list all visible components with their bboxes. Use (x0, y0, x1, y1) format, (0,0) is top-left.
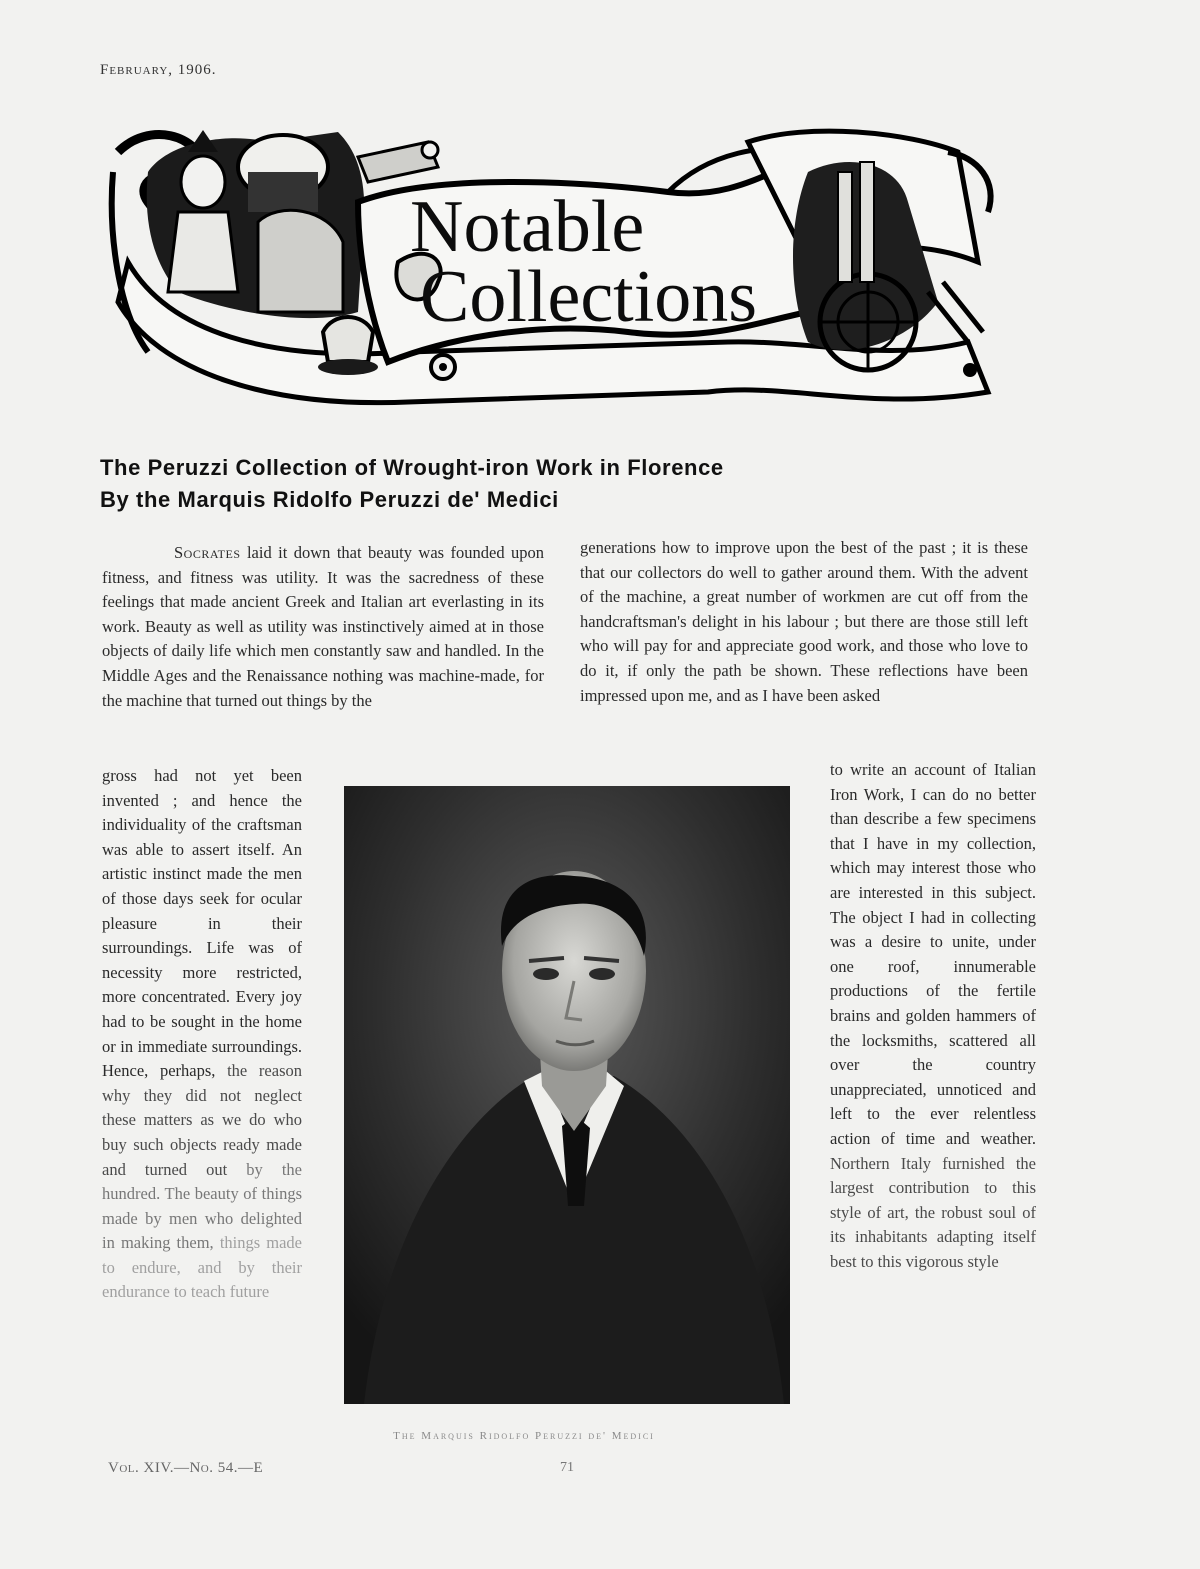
body-right-column-top (580, 536, 1028, 708)
body-left-column-top (102, 541, 544, 713)
body-paragraph (830, 758, 1036, 1274)
running-head: February, 1906. (100, 62, 217, 78)
article-title: The Peruzzi Collection of Wrought-iron Work in Florence (100, 455, 724, 480)
body-text: the reason why they did not neglect these matters as we do who buy such objects ready made and turned out (102, 1061, 302, 1179)
body-paragraph: generations how to improve upon the best of the past ; it is these that our collectors do well to gather around them. With the advent of the machine, a great number of workmen are cut off from the handcraftsman's delight in his labour ; but there are those still left who will pay for and appreciate good work, and those who love to do it, if only the path be shown. These reflections have been impressed upon me, and as I have been asked (580, 538, 1028, 705)
article-byline: By the Marquis Ridolfo Peruzzi de' Medici (100, 487, 559, 512)
volume-footer: Vol. XIV.—No. 54.—E (108, 1460, 264, 1476)
body-text: things made to endure, and by their endurance to teach future (102, 1233, 303, 1302)
article-headline (100, 452, 1000, 516)
photo-caption: The Marquis Ridolfo Peruzzi de' Medici (393, 1430, 655, 1442)
page-number: 71 (560, 1460, 574, 1475)
body-text: gross had not yet been invented ; and hence the individuality of the craftsman was able to assert itself. An artistic instinct made the men of those days seek for ocular pleasure in their surroundings. Life was of necessity more restricted, more concentrated. Every joy had to be sought in the home or in immediate surroundings. Hence, perhaps, (102, 766, 302, 1081)
notable-collections-banner (108, 112, 1000, 408)
body-text: by the hundred. The beauty of things made by men who delighted in making them, (102, 1159, 303, 1253)
body-paragraph (102, 764, 302, 1305)
body-text: laid it down that beauty was founded upon fitness, and fitness was utility. It was the sacredness of these feelings that made ancient Greek and Italian art everlasting in its work. Beauty as well as utility was instinctively aimed at in those objects of daily life which men constantly saw and handled. In the Middle Ages and the Renaissance nothing was machine-made, for the machine that turned out things by the (102, 543, 544, 710)
banner-title-line1: Notable (410, 186, 645, 268)
body-paragraph-opening (102, 541, 544, 713)
portrait-image (344, 786, 790, 1404)
body-right-column-narrow (830, 758, 1036, 1274)
body-left-column-narrow (102, 764, 302, 1305)
banner-title (408, 186, 808, 338)
banner-title-line2: Collections (420, 256, 758, 338)
portrait-photo (344, 786, 790, 1404)
drop-lead-word: Socrates (174, 543, 241, 562)
body-text: to write an account of Italian Iron Work, I can do no better than describe a few specimens that I have in my collection, which may interest those who are interested in this subject. The object I had in collecting was a desire to unite, under one roof, innumerable productions of the fertile brains and golden hammers of the locksmiths, scattered all over the country unappreciated, unnoticed and left to the ever relentless action of time and weather. (830, 760, 1036, 1148)
body-text: Northern Italy furnished the largest contribution to this style of art, the robust soul of its inhabitants adapting itself best to this vigorous style (830, 1153, 1036, 1271)
